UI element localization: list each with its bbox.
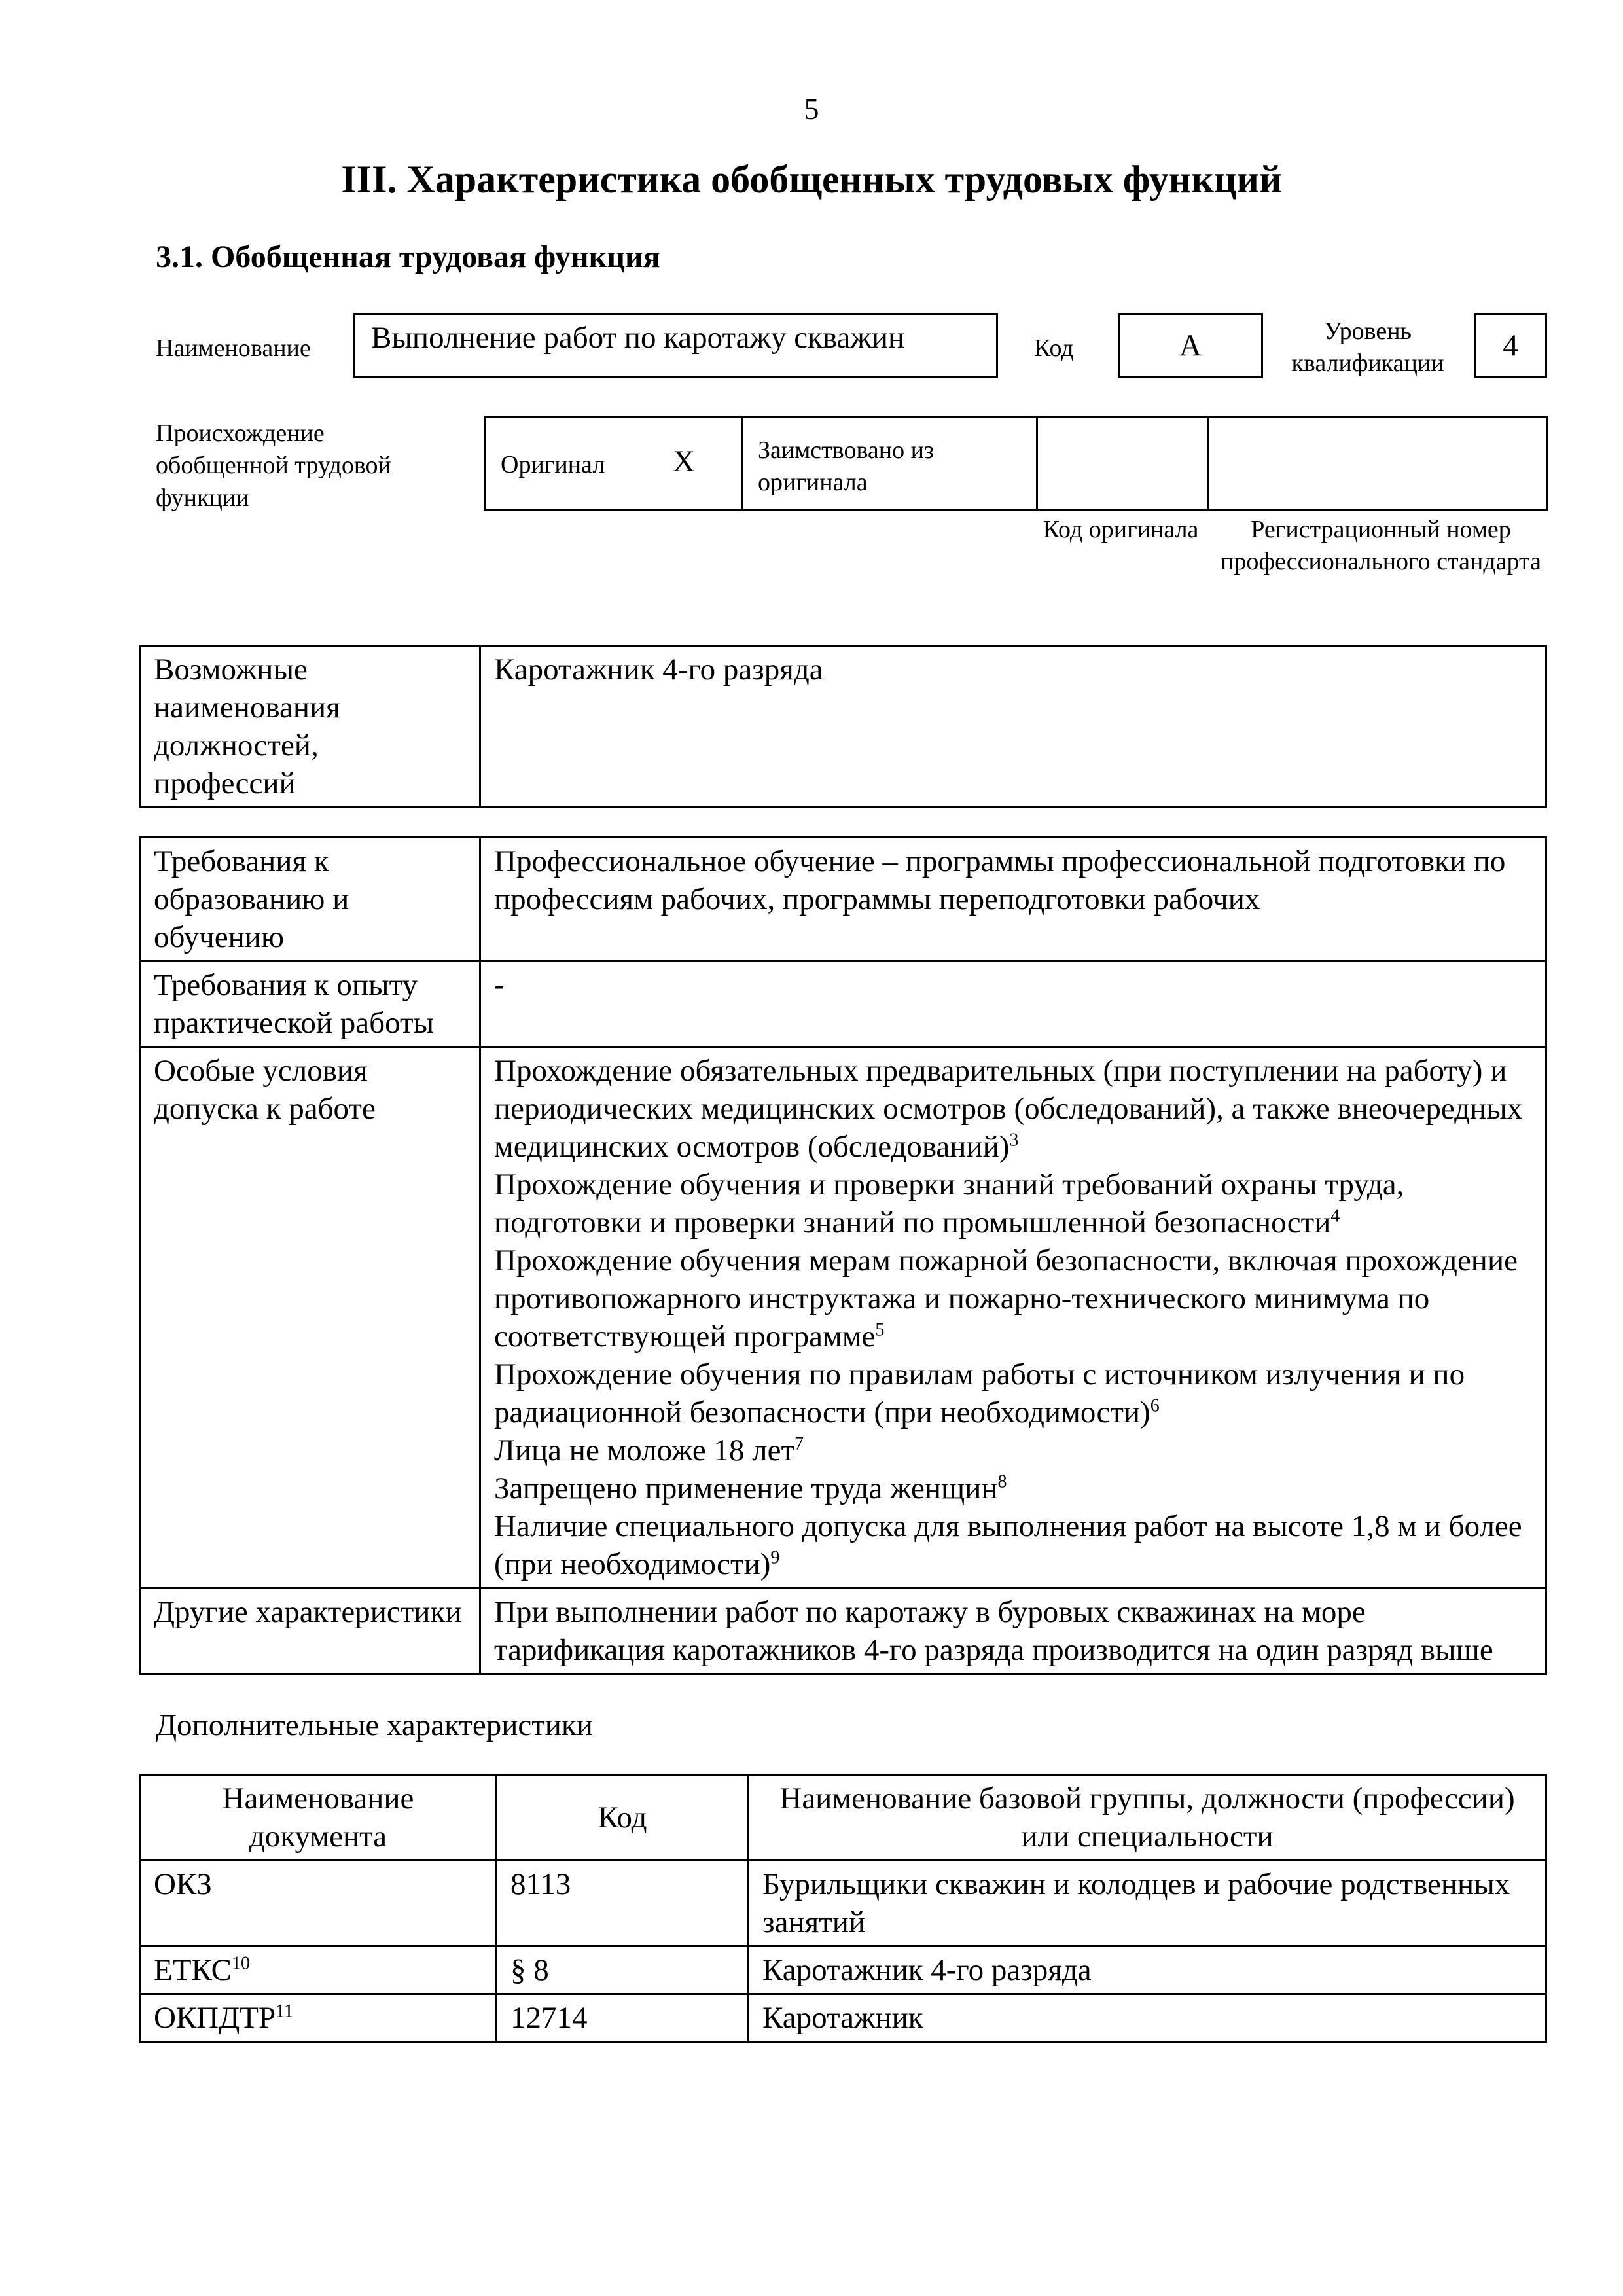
header-doc: Наименование документа bbox=[140, 1775, 497, 1861]
name-value: Выполнение работ по каротажу скважин bbox=[371, 321, 905, 355]
requirement-line bbox=[494, 1166, 1532, 1242]
additional-row bbox=[140, 1861, 1546, 1946]
header-name: Наименование базовой группы, должности (профессии) или специальности bbox=[749, 1775, 1546, 1861]
original-label: Оригинал bbox=[501, 451, 605, 478]
positions-table bbox=[139, 645, 1547, 808]
positions-label: Возможные наименования должностей, профессий bbox=[140, 646, 480, 808]
requirement-label: Другие характеристики bbox=[140, 1588, 480, 1674]
level-value: 4 bbox=[1503, 328, 1518, 363]
requirement-label: Требования к опыту практической работы bbox=[140, 961, 480, 1047]
requirement-label: Требования к образованию и обучению bbox=[140, 838, 480, 961]
additional-row bbox=[140, 1994, 1546, 2042]
additional-code: 12714 bbox=[497, 1994, 749, 2042]
additional-table bbox=[139, 1774, 1547, 2043]
subsection-title: 3.1. Обобщенная трудовая функция bbox=[156, 240, 660, 274]
origin-divider-1 bbox=[741, 418, 743, 509]
requirement-line-text: Прохождение обязательных предварительных (при поступлении на работу) и периодических медицинских осмотров (обследований), а также внеочередных медицинских осмотров (обследований) bbox=[494, 1054, 1523, 1164]
requirements-body bbox=[140, 838, 1546, 1674]
page-number: 5 bbox=[804, 92, 819, 126]
code-label: Код bbox=[1034, 334, 1074, 362]
additional-code: 8113 bbox=[497, 1861, 749, 1946]
requirement-line-text: Прохождение обучения мерам пожарной безопасности, включая прохождение противопожарного инструктажа и пожарно-технического минимума по соответствующей программе bbox=[494, 1244, 1518, 1354]
additional-row bbox=[140, 1946, 1546, 1994]
requirement-line bbox=[494, 1355, 1532, 1431]
level-value-box bbox=[1474, 313, 1547, 378]
requirement-line bbox=[494, 1593, 1532, 1669]
level-label: Уровень квалификации bbox=[1291, 317, 1444, 378]
footnote-ref: 6 bbox=[1150, 1395, 1160, 1416]
requirement-line-text: Лица не моложе 18 лет bbox=[494, 1433, 795, 1467]
reg-number-caption: Регистрационный номер профессионального стандарта bbox=[1221, 516, 1541, 576]
requirement-line-text: - bbox=[494, 968, 505, 1002]
footnote-ref: 11 bbox=[276, 2001, 294, 2022]
footnote-ref: 10 bbox=[231, 1953, 250, 1974]
requirement-value bbox=[480, 961, 1546, 1047]
original-mark: X bbox=[673, 444, 695, 478]
additional-name: Каротажник bbox=[749, 1994, 1546, 2042]
requirement-value bbox=[480, 1588, 1546, 1674]
requirements-table bbox=[139, 836, 1547, 1675]
requirement-line bbox=[494, 1469, 1532, 1507]
footnote-ref: 5 bbox=[875, 1319, 885, 1340]
requirement-row bbox=[140, 838, 1546, 961]
additional-doc: ОКПДТР bbox=[154, 2001, 276, 2035]
name-label: Наименование bbox=[156, 334, 311, 362]
name-value-box bbox=[353, 313, 998, 378]
additional-title: Дополнительные характеристики bbox=[156, 1708, 593, 1742]
code-original-caption: Код оригинала bbox=[1043, 516, 1199, 543]
additional-body bbox=[140, 1861, 1546, 2042]
requirement-line-text: Профессиональное обучение – программы профессиональной подготовки по профессиям рабочих, программы переподготовки рабочих bbox=[494, 844, 1506, 916]
additional-header-row bbox=[140, 1775, 1546, 1861]
origin-divider-3 bbox=[1207, 418, 1209, 509]
additional-doc: ОКЗ bbox=[154, 1867, 212, 1901]
footnote-ref: 4 bbox=[1330, 1206, 1340, 1227]
requirement-value bbox=[480, 1047, 1546, 1588]
positions-row bbox=[140, 646, 1546, 808]
requirement-line bbox=[494, 1431, 1532, 1469]
requirement-line-text: Прохождение обучения и проверки знаний требований охраны труда, подготовки и проверки знаний по промышленной безопасности bbox=[494, 1168, 1404, 1240]
footnote-ref: 7 bbox=[794, 1433, 804, 1454]
additional-name: Бурильщики скважин и колодцев и рабочие родственных занятий bbox=[749, 1861, 1546, 1946]
origin-divider-2 bbox=[1036, 418, 1038, 509]
requirement-label: Особые условия допуска к работе bbox=[140, 1047, 480, 1588]
section-title: III. Характеристика обобщенных трудовых функций bbox=[341, 158, 1282, 201]
additional-code: § 8 bbox=[497, 1946, 749, 1994]
footnote-ref: 9 bbox=[770, 1547, 780, 1568]
additional-name: Каротажник 4-го разряда bbox=[749, 1946, 1546, 1994]
additional-doc-cell bbox=[140, 1994, 497, 2042]
requirement-value bbox=[480, 838, 1546, 961]
requirement-line bbox=[494, 1242, 1532, 1355]
requirement-row bbox=[140, 961, 1546, 1047]
header-code: Код bbox=[497, 1775, 749, 1861]
additional-doc: ЕТКС bbox=[154, 1953, 232, 1987]
requirement-line-text: Наличие специального допуска для выполнения работ на высоте 1,8 м и более (при необходимости) bbox=[494, 1509, 1522, 1581]
requirement-row bbox=[140, 1588, 1546, 1674]
footnote-ref: 3 bbox=[1009, 1130, 1019, 1151]
positions-value: Каротажник 4-го разряда bbox=[480, 646, 1546, 808]
requirement-line bbox=[494, 842, 1532, 918]
requirement-row bbox=[140, 1047, 1546, 1588]
requirement-line-text: Прохождение обучения по правилам работы с источником излучения и по радиационной безопасности (при необходимости) bbox=[494, 1357, 1465, 1429]
requirement-line bbox=[494, 1052, 1532, 1166]
additional-doc-cell bbox=[140, 1861, 497, 1946]
footnote-ref: 8 bbox=[997, 1471, 1007, 1492]
origin-box bbox=[484, 416, 1548, 511]
requirement-line bbox=[494, 1507, 1532, 1583]
code-value-box bbox=[1118, 313, 1263, 378]
borrowed-label: Заимствовано из оригинала bbox=[758, 437, 934, 497]
additional-doc-cell bbox=[140, 1946, 497, 1994]
requirement-line bbox=[494, 966, 1532, 1004]
requirement-line-text: При выполнении работ по каротажу в буровых скважинах на море тарификация каротажников 4-го разряда производится на один разряд выше bbox=[494, 1595, 1493, 1667]
origin-label: Происхождение обобщенной трудовой функции bbox=[156, 420, 391, 512]
requirement-line-text: Запрещено применение труда женщин bbox=[494, 1471, 998, 1505]
code-value: A bbox=[1179, 328, 1202, 363]
